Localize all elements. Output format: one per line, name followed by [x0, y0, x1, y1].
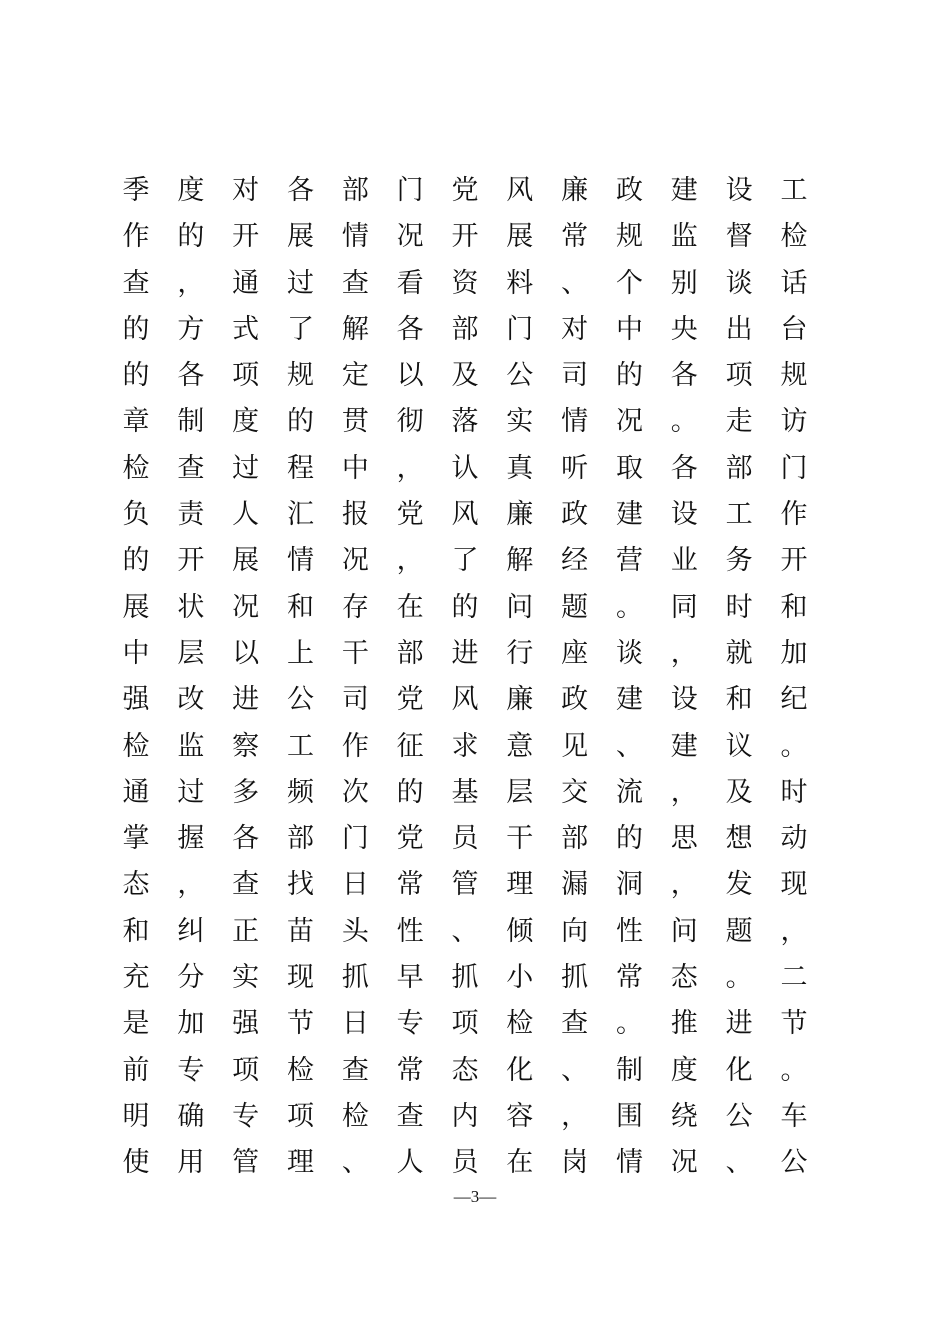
text-line: 检 监 察 工 作 征 求 意 见 、 建 议 。: [122, 730, 808, 762]
text-line: 的 方 式 了 解 各 部 门 对 中 央 出 台: [122, 313, 808, 345]
text-line: 使 用 管 理 、 人 员 在 岗 情 况 、 公: [122, 1147, 808, 1179]
text-line: 和 纠 正 苗 头 性 、 倾 向 性 问 题 ，: [122, 915, 808, 947]
text-line: 查 ， 通 过 查 看 资 料 、 个 别 谈 话: [122, 267, 808, 299]
text-line: 负 责 人 汇 报 党 风 廉 政 建 设 工 作: [122, 499, 808, 531]
text-line: 是 加 强 节 日 专 项 检 查 。 推 进 节: [122, 1008, 808, 1040]
text-line: 作 的 开 展 情 况 开 展 常 规 监 督 检: [122, 221, 808, 253]
page-number: —3—: [453, 1187, 497, 1206]
text-line: 强 改 进 公 司 党 风 廉 政 建 设 和 纪: [122, 684, 808, 716]
text-line: 掌 握 各 部 门 党 员 干 部 的 思 想 动: [122, 823, 808, 855]
text-line: 明 确 专 项 检 查 内 容 ， 围 绕 公 车: [122, 1100, 808, 1132]
text-line: 检 查 过 程 中 ， 认 真 听 取 各 部 门: [122, 452, 808, 484]
text-line: 前 专 项 检 查 常 态 化 、 制 度 化 。: [122, 1054, 808, 1086]
text-line: 中 层 以 上 干 部 进 行 座 谈 ， 就 加: [122, 637, 808, 669]
text-line: 的 开 展 情 况 ， 了 解 经 营 业 务 开: [122, 545, 808, 577]
text-line: 展 状 况 和 存 在 的 问 题 。 同 时 和: [122, 591, 808, 623]
text-line: 章 制 度 的 贯 彻 落 实 情 况 。 走 访: [122, 406, 808, 438]
text-line: 态 ， 查 找 日 常 管 理 漏 洞 ， 发 现: [122, 869, 808, 901]
body-text: [121, 168, 809, 1187]
text-line: 的 各 项 规 定 以 及 公 司 的 各 项 规: [122, 360, 808, 392]
text-line: 充 分 实 现 抓 早 抓 小 抓 常 态 。 二: [122, 962, 808, 994]
text-line: 季 度 对 各 部 门 党 风 廉 政 建 设 工: [122, 175, 808, 206]
text-line: 通 过 多 频 次 的 基 层 交 流 ， 及 时: [122, 776, 808, 808]
